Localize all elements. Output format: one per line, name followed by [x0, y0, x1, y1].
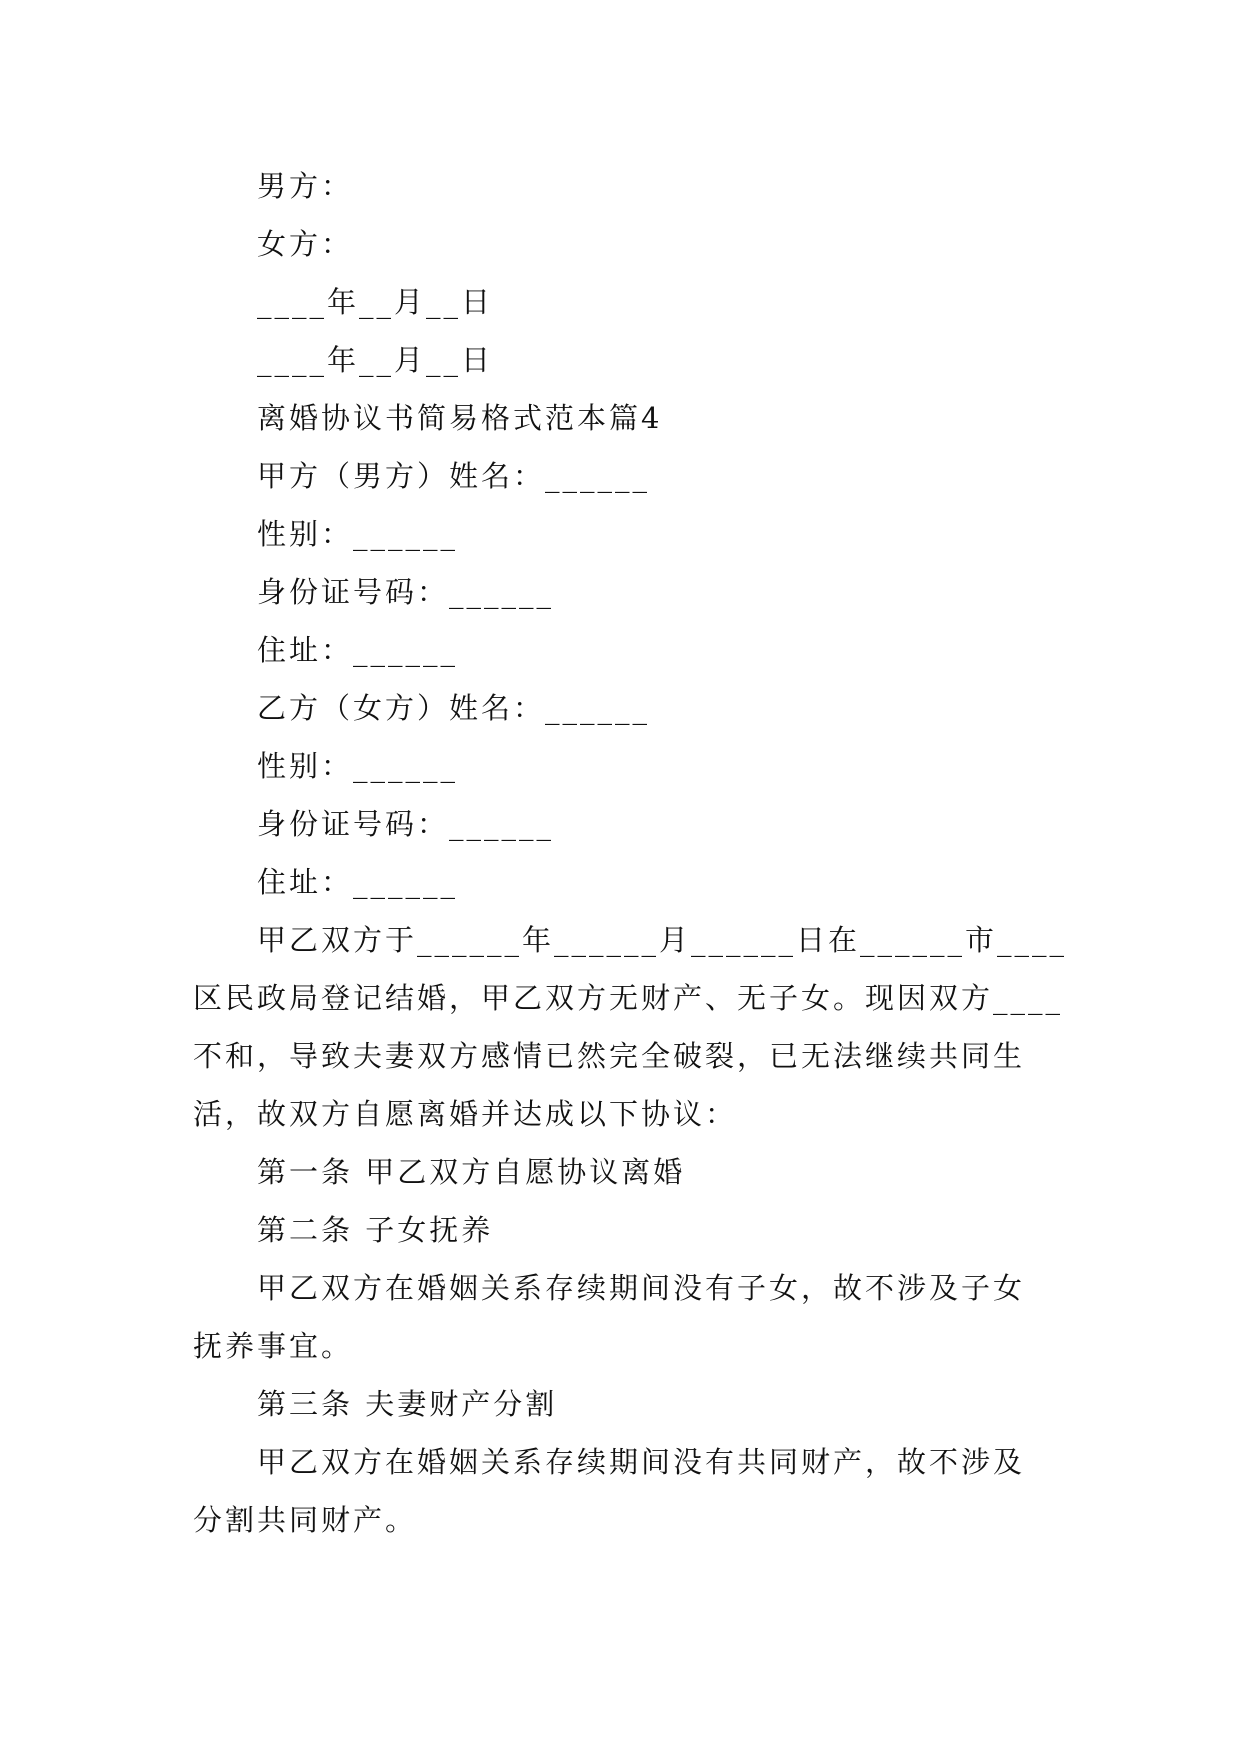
line-party-a-gender: 性别：______ [257, 517, 459, 551]
paragraph-marriage-line-4: 活，故双方自愿离婚并达成以下协议： [193, 1097, 738, 1131]
line-party-b-address: 住址：______ [257, 865, 459, 899]
line-party-b-name: 乙方（女方）姓名：______ [257, 691, 651, 725]
line-party-b-gender: 性别：______ [257, 749, 459, 783]
paragraph-marriage-line-1: 甲乙双方于______年______月______日在______市____ [257, 923, 1068, 957]
paragraph-marriage-line-2: 区民政局登记结婚，甲乙双方无财产、无子女。现因双方____ [193, 981, 1064, 1015]
article-2-heading: 第二条 子女抚养 [257, 1213, 494, 1247]
line-female-party: 女方： [257, 227, 354, 261]
article-2-text-line-2: 抚养事宜。 [193, 1329, 354, 1363]
line-party-a-name: 甲方（男方）姓名：______ [257, 459, 651, 493]
line-party-b-id: 身份证号码：______ [257, 807, 555, 841]
section-title: 离婚协议书简易格式范本篇4 [257, 401, 663, 435]
line-date-1: ____年__月__日 [257, 285, 494, 319]
article-3-heading: 第三条 夫妻财产分割 [257, 1387, 558, 1421]
article-1-heading: 第一条 甲乙双方自愿协议离婚 [257, 1155, 686, 1189]
article-3-text-line-2: 分割共同财产。 [193, 1503, 418, 1537]
line-male-party: 男方： [257, 169, 354, 203]
article-2-text-line-1: 甲乙双方在婚姻关系存续期间没有子女，故不涉及子女 [257, 1271, 1026, 1305]
line-party-a-address: 住址：______ [257, 633, 459, 667]
article-3-text-line-1: 甲乙双方在婚姻关系存续期间没有共同财产，故不涉及 [257, 1445, 1026, 1479]
paragraph-marriage-line-3: 不和，导致夫妻双方感情已然完全破裂，已无法继续共同生 [193, 1039, 1026, 1073]
line-date-2: ____年__月__日 [257, 343, 494, 377]
line-party-a-id: 身份证号码：______ [257, 575, 555, 609]
